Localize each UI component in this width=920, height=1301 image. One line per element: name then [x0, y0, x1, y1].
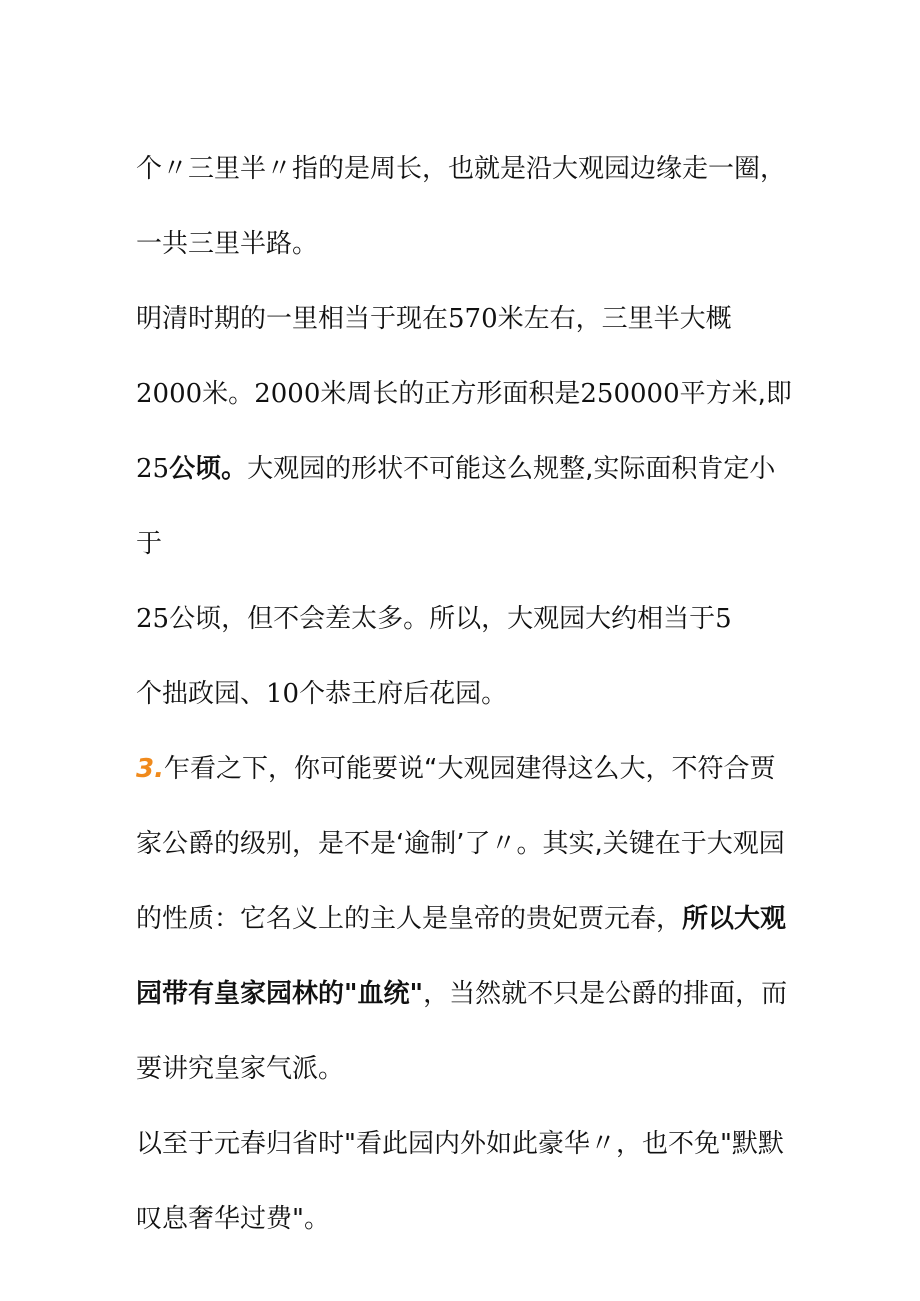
paragraph-perimeter	[136, 132, 796, 282]
text-run: ，当然就不只是公爵的排面，而要讲究皇家气派。	[136, 979, 788, 1084]
text-run: 乍看之下，你可能要说“大观园建得这么大，不符合贾家公爵的级别，是不是‘逾制’了〃。其实,关键在于大观园的性质：它名义上的主人是皇帝的贵妃贾元春，	[136, 754, 785, 934]
number-25: 25	[136, 604, 170, 634]
number-5: 5	[715, 604, 732, 634]
text-run: 米。	[202, 379, 255, 409]
number-570: 570	[448, 304, 498, 334]
text-run: 明清时期的一里相当于现在	[136, 304, 449, 334]
section-marker: 3.	[136, 754, 164, 784]
text-run: 个恭王府后花园。	[299, 679, 508, 709]
text-run: 公顷，但不会差太多。所以，大观园大约相当于	[169, 604, 716, 634]
text-run: 米周长的正方形面积是	[320, 379, 581, 409]
bold-text: 所以大观园带有皇家园林的"血统"	[136, 904, 787, 1009]
number-25: 25	[136, 454, 170, 484]
text-run: 个拙政园、	[136, 679, 267, 709]
document-body	[136, 132, 796, 1257]
number-10: 10	[266, 679, 300, 709]
paragraph-area-calculation	[136, 282, 796, 732]
number-2000: 2000	[136, 379, 203, 409]
text-run: 以至于元春归省时"看此园内外如此豪华〃，也不免"默默叹息奢华过费"。	[136, 1129, 784, 1234]
paragraph-homecoming	[136, 1107, 796, 1257]
text-run: 平方米,即	[679, 379, 792, 409]
paragraph-garden-nature	[136, 732, 796, 1107]
number-250000: 250000	[580, 379, 680, 409]
text-run: 大观园的形状不可能这么规整,实际面积肯定小于	[136, 454, 776, 559]
text-run: 米左右，三里半大概	[497, 304, 732, 334]
number-2000: 2000	[254, 379, 321, 409]
bold-text: 公顷。	[169, 454, 248, 484]
text-run: 个〃三里半〃指的是周长，也就是沿大观园边缘走一圈，一共三里半路。	[136, 154, 787, 259]
